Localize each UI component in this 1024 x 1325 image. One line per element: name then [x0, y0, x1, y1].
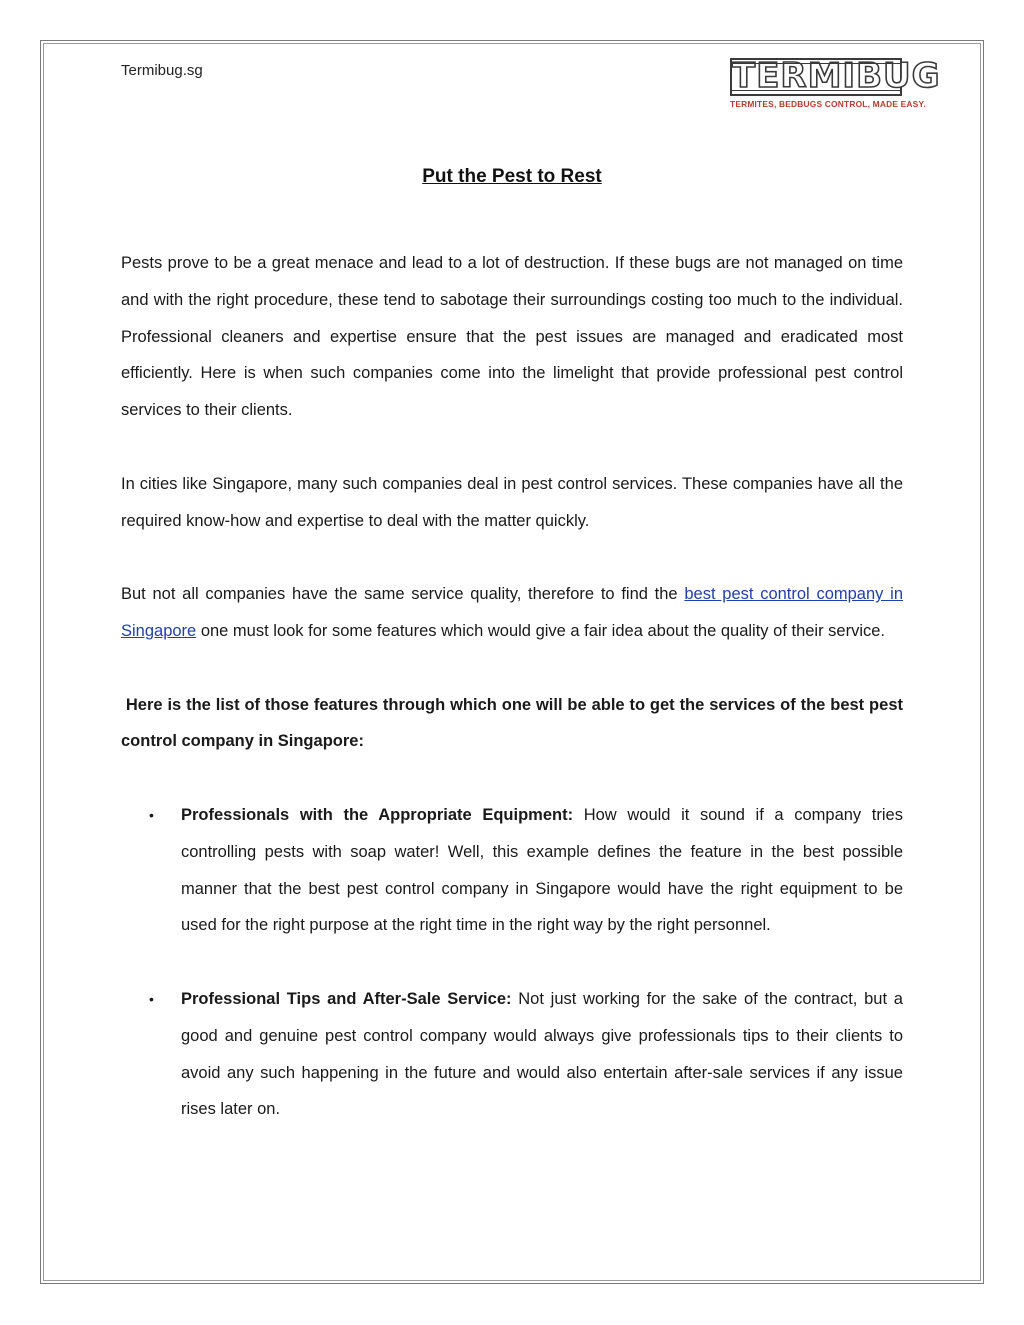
best-pest-control-link[interactable]: best pest control company in Singapore: [121, 585, 903, 640]
features-list-intro-text: Here is the list of those features through which one will be able to get the services of the best pest control company in Singapore:: [121, 695, 903, 751]
paragraph-text-before-link: But not all companies have the same service quality, therefore to find the: [121, 585, 685, 604]
list-item: [149, 981, 903, 1128]
feature-description: Not just working for the sake of the contract, but a good and genuine pest control company would always give professionals tips to their clients to avoid any such happening in the future and would also entertain after-sale services if any issue rises later on.: [181, 989, 903, 1119]
feature-description: How would it sound if a company tries controlling pests with soap water! Well, this example defines the feature in the best possible manner that the best pest control company in Singapore would have the right equipment to be used for the right purpose at the right time in the right way by the right personnel.: [181, 805, 903, 935]
termibug-logo: [730, 56, 941, 114]
document-body: [121, 245, 903, 1165]
list-item: [149, 797, 903, 944]
paragraph-intro: Pests prove to be a great menace and lead to a lot of destruction. If these bugs are not managed on time and with the right procedure, these tend to sabotage their surroundings costing too much to the individual. Professional cleaners and expertise ensure that the pest issues are managed and eradicated most efficiently. Here is when such companies come into the limelight that provide professional pest control services to their clients.: [121, 254, 903, 420]
feature-name: Professionals with the Appropriate Equipment:: [181, 805, 574, 824]
paragraph-service-quality: [121, 576, 903, 650]
logo-wordmark: TERMIBUG: [732, 56, 941, 96]
feature-name: Professional Tips and After-Sale Service:: [181, 989, 512, 1008]
bullet-icon: •: [149, 806, 154, 823]
logo-tagline: TERMITES, BEDBUGS CONTROL, MADE EASY.: [730, 99, 926, 109]
features-list: [121, 797, 903, 1128]
features-list-intro: [121, 687, 903, 761]
paragraph-text-after-link: one must look for some features which would give a fair idea about the quality of their service.: [196, 621, 886, 640]
bullet-icon: •: [149, 990, 154, 1007]
site-name: Termibug.sg: [121, 62, 203, 79]
paragraph-singapore: In cities like Singapore, many such companies deal in pest control services. These companies have all the required know-how and expertise to deal with the matter quickly.: [121, 474, 903, 530]
document-title: Put the Pest to Rest: [422, 166, 602, 187]
